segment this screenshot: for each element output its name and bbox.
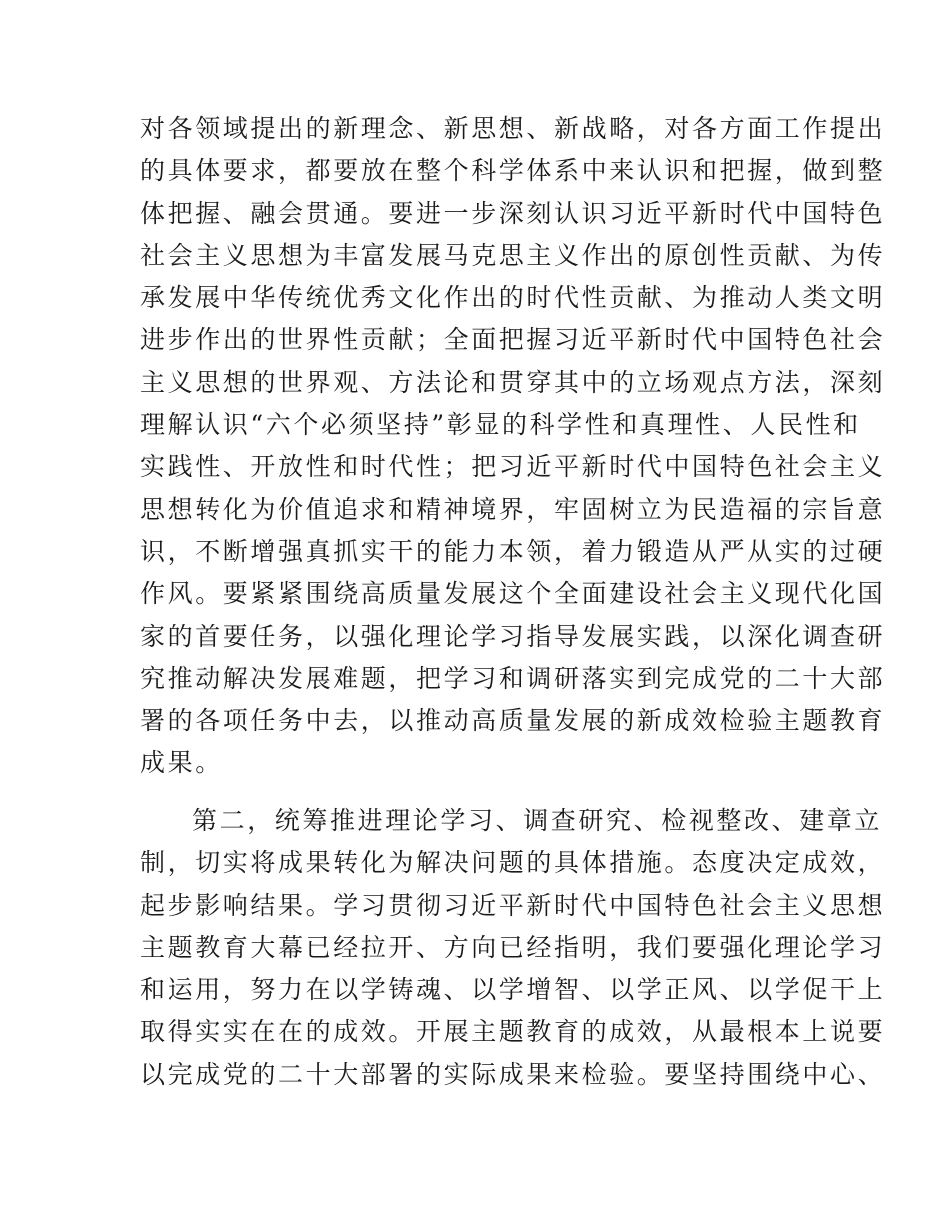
text-line: 主题教育大幕已经拉开、方向已经指明，我们要强化理论学习 xyxy=(140,932,886,962)
text-line: 家的首要任务，以强化理论学习指导发展实践，以深化调查研 xyxy=(140,621,886,651)
text-line: 和运用，努力在以学铸魂、以学增智、以学正风、以学促干上 xyxy=(140,975,886,1005)
text-line: 理解认识“六个必须坚持”彰显的科学性和真理性、人民性和 xyxy=(140,410,861,440)
text-line: 识，不断增强真抓实干的能力本领，着力锻造从严从实的过硬 xyxy=(140,536,886,566)
text-line: 究推动解决发展难题，把学习和调研落实到完成党的二十大部 xyxy=(140,663,886,693)
paragraph-2 xyxy=(140,800,886,1096)
text-line: 作风。要紧紧围绕高质量发展这个全面建设社会主义现代化国 xyxy=(140,579,886,609)
text-line: 取得实实在在的成效。开展主题教育的成效，从最根本上说要 xyxy=(140,1017,886,1047)
text-line: 以完成党的二十大部署的实际成果来检验。要坚持围绕中心、 xyxy=(140,1059,886,1089)
text-line: 体把握、融会贯通。要进一步深刻认识习近平新时代中国特色 xyxy=(140,198,886,228)
paragraph-1 xyxy=(140,108,886,785)
text-line: 署的各项任务中去，以推动高质量发展的新成效检验主题教育 xyxy=(140,706,886,736)
text-line: 主义思想的世界观、方法论和贯穿其中的立场观点方法，深刻 xyxy=(140,367,886,397)
text-line: 进步作出的世界性贡献；全面把握习近平新时代中国特色社会 xyxy=(140,325,886,355)
text-line: 成果。 xyxy=(140,748,223,778)
text-line: 的具体要求，都要放在整个科学体系中来认识和把握，做到整 xyxy=(140,156,886,186)
text-line: 对各领域提出的新理念、新思想、新战略，对各方面工作提出 xyxy=(140,114,886,143)
text-line: 起步影响结果。学习贯彻习近平新时代中国特色社会主义思想 xyxy=(140,890,886,920)
text-line: 承发展中华传统优秀文化作出的时代性贡献、为推动人类文明 xyxy=(140,283,886,313)
text-line: 实践性、开放性和时代性；把习近平新时代中国特色社会主义 xyxy=(140,452,886,482)
text-line: 社会主义思想为丰富发展马克思主义作出的原创性贡献、为传 xyxy=(140,240,886,270)
text-line-indented: 第二，统筹推进理论学习、调查研究、检视整改、建章立 xyxy=(192,806,883,835)
text-line: 思想转化为价值追求和精神境界，牢固树立为民造福的宗旨意 xyxy=(140,494,886,524)
text-line: 制，切实将成果转化为解决问题的具体措施。态度决定成效， xyxy=(140,848,886,878)
